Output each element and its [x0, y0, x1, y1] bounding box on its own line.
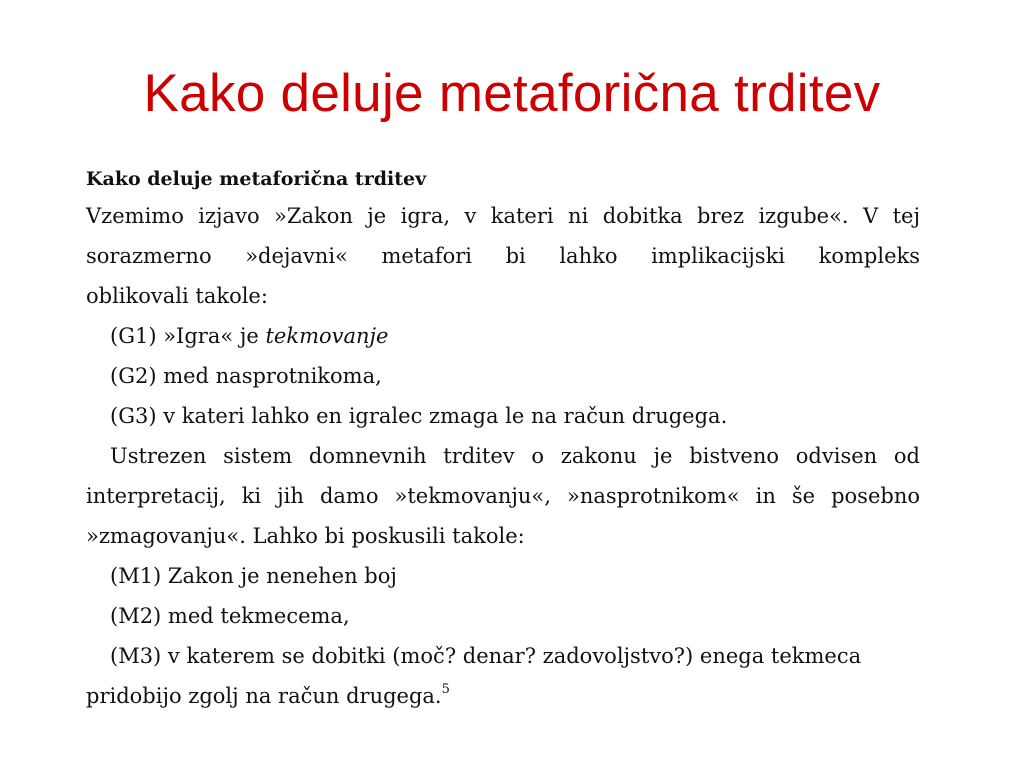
m3-item: (M3) v katerem se dobitki (moč? denar? zadovoljstvo?) enega tekmeca [110, 644, 862, 668]
footnote-marker: 5 [441, 682, 450, 697]
paragraph2-line-1: Ustrezen sistem domnevnih trditev o zakonu je bistveno odvisen od [110, 444, 920, 468]
g1-emphasis: tekmovanje [265, 324, 389, 348]
excerpt-heading: Kako deluje metaforična trditev [86, 168, 427, 190]
slide-title: Kako deluje metaforična trditev [143, 64, 881, 123]
paragraph2-line-2: interpretacij, ki jih damo »tekmovanju«, »nasprotnikom« in še posebno [86, 484, 920, 508]
g1-prefix: (G1) »Igra« je [110, 324, 266, 348]
paragraph1-line-2: sorazmerno »dejavni« metafori bi lahko implikacijski kompleks [86, 244, 920, 268]
scanned-text-excerpt [86, 162, 926, 716]
m1-item: (M1) Zakon je nenehen boj [110, 564, 397, 588]
paragraph2-line-3: »zmagovanju«. Lahko bi poskusili takole: [86, 524, 525, 548]
last-line [86, 676, 926, 716]
g1-item [86, 316, 926, 356]
paragraph1-line-1: Vzemimo izjavo »Zakon je igra, v kateri ni dobitka brez izgube«. V tej [86, 204, 920, 228]
paragraph1-line-3: oblikovali takole: [86, 284, 268, 308]
g3-item: (G3) v kateri lahko en igralec zmaga le na račun drugega. [110, 404, 728, 428]
g2-item: (G2) med nasprotnikoma, [110, 364, 382, 388]
last-line-text: pridobijo zgolj na račun drugega. [86, 684, 442, 708]
m2-item: (M2) med tekmecema, [110, 604, 350, 628]
